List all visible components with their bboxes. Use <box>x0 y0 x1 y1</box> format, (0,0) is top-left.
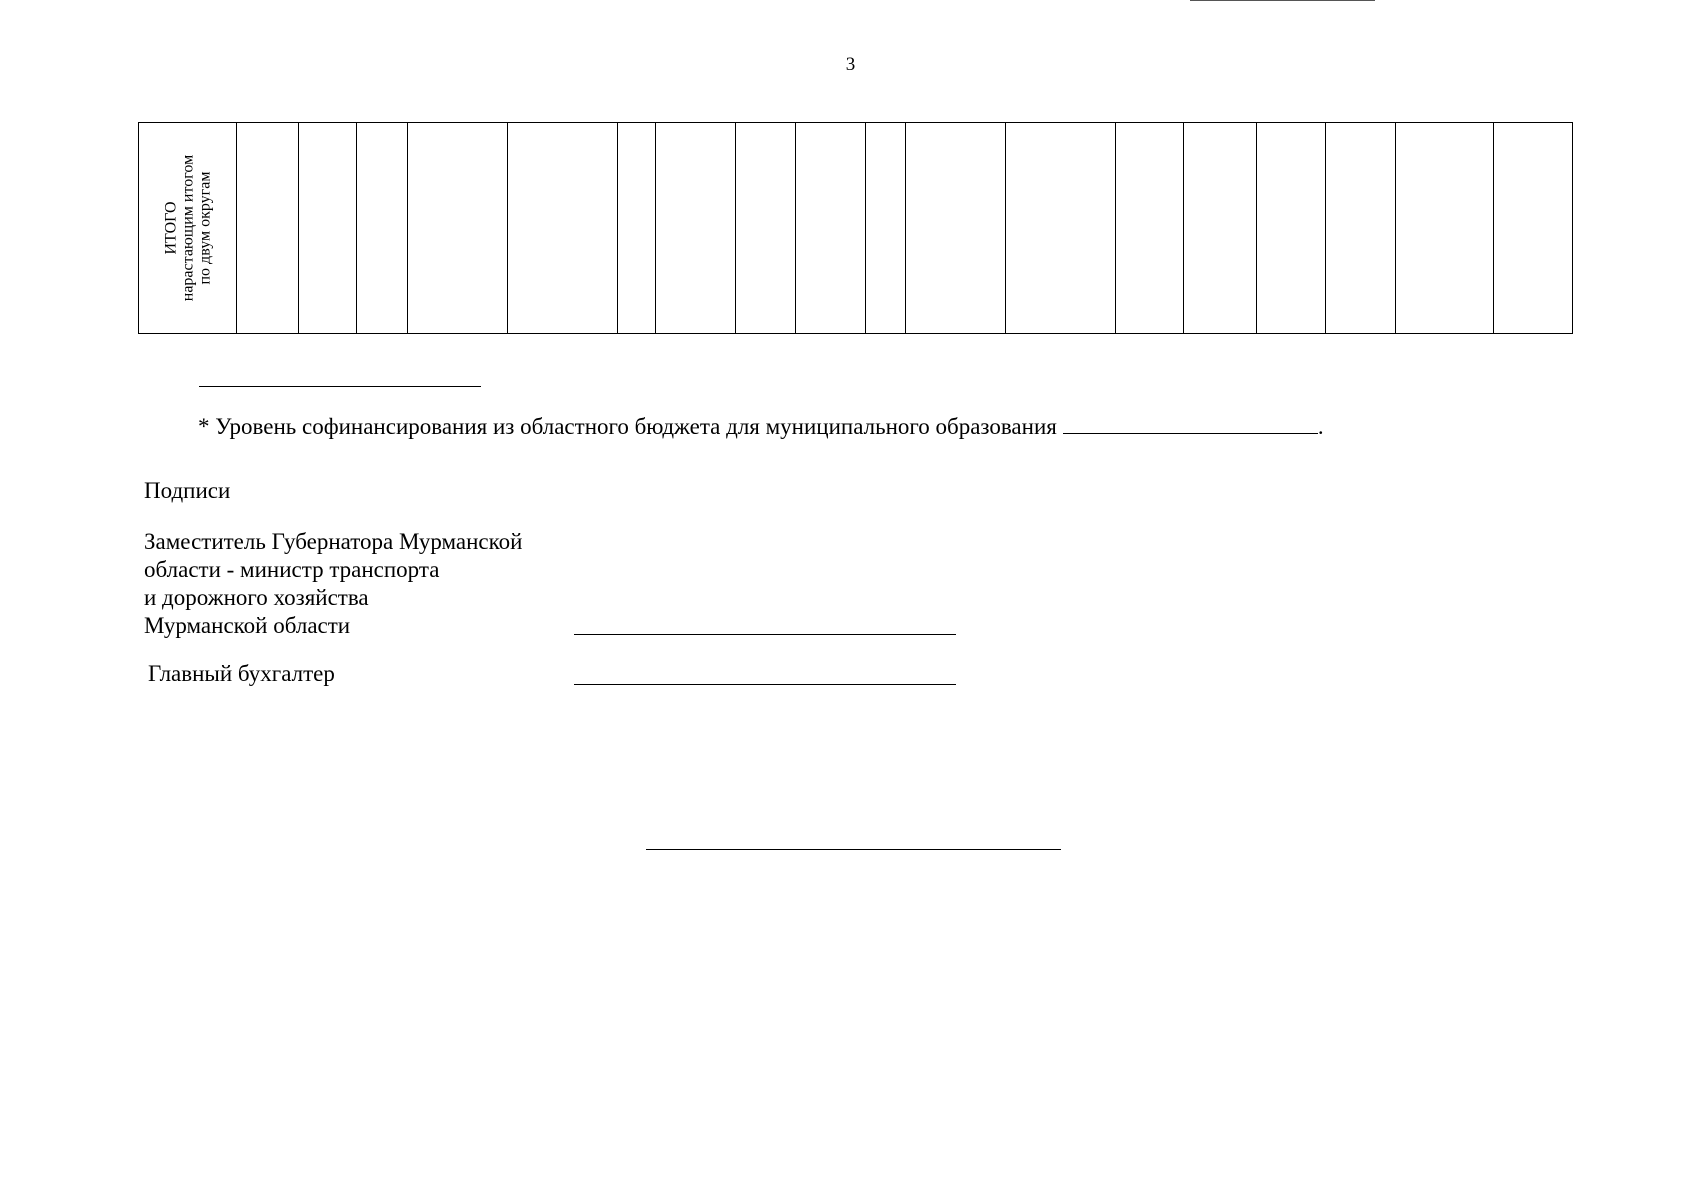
chief-accountant-signature-line <box>574 684 956 685</box>
total-label-line-2: нарастающим итогом <box>179 154 196 302</box>
deputy-title-line-3: и дорожного хозяйства <box>144 585 369 610</box>
deputy-governor-title <box>144 528 522 640</box>
table-cell <box>1006 123 1116 334</box>
table-cell <box>1326 123 1396 334</box>
total-label-cell <box>139 123 237 334</box>
table-cell <box>1116 123 1184 334</box>
table-cell <box>508 123 618 334</box>
top-rule <box>1190 0 1375 1</box>
table-cell <box>906 123 1006 334</box>
table-cell <box>796 123 866 334</box>
table-cell <box>866 123 906 334</box>
table-cell <box>357 123 408 334</box>
deputy-signature-line <box>574 634 956 635</box>
table-cell <box>1494 123 1573 334</box>
table-cell <box>299 123 357 334</box>
total-label-line-3: по двум округам <box>196 171 213 285</box>
totals-table <box>138 122 1572 334</box>
table-cell <box>1257 123 1326 334</box>
deputy-title-line-1: Заместитель Губернатора Мурманской <box>144 529 523 554</box>
footnote-end-mark: . <box>1317 414 1324 439</box>
document-end-rule <box>646 849 1061 850</box>
table-cell <box>736 123 796 334</box>
footnote-separator <box>199 386 481 387</box>
table-cell <box>656 123 736 334</box>
totals-grid <box>138 122 1573 334</box>
table-cell <box>237 123 299 334</box>
table-cell <box>408 123 508 334</box>
table-row <box>139 123 1573 334</box>
deputy-title-line-2: области - министр транспорта <box>144 557 440 582</box>
footnote <box>198 414 1324 440</box>
table-cell <box>1184 123 1257 334</box>
table-cell <box>618 123 656 334</box>
footnote-text: * Уровень софинансирования из областного бюджета для муниципального образования <box>198 414 1057 439</box>
signatures-heading: Подписи <box>144 478 231 503</box>
deputy-title-line-4: Мурманской области <box>144 613 351 638</box>
chief-accountant-title: Главный бухгалтер <box>148 661 335 686</box>
total-label-line-1: ИТОГО <box>162 201 179 255</box>
table-cell <box>1396 123 1494 334</box>
page-number: 3 <box>845 54 856 75</box>
total-label <box>162 128 213 328</box>
footnote-blank-field <box>1063 415 1318 434</box>
